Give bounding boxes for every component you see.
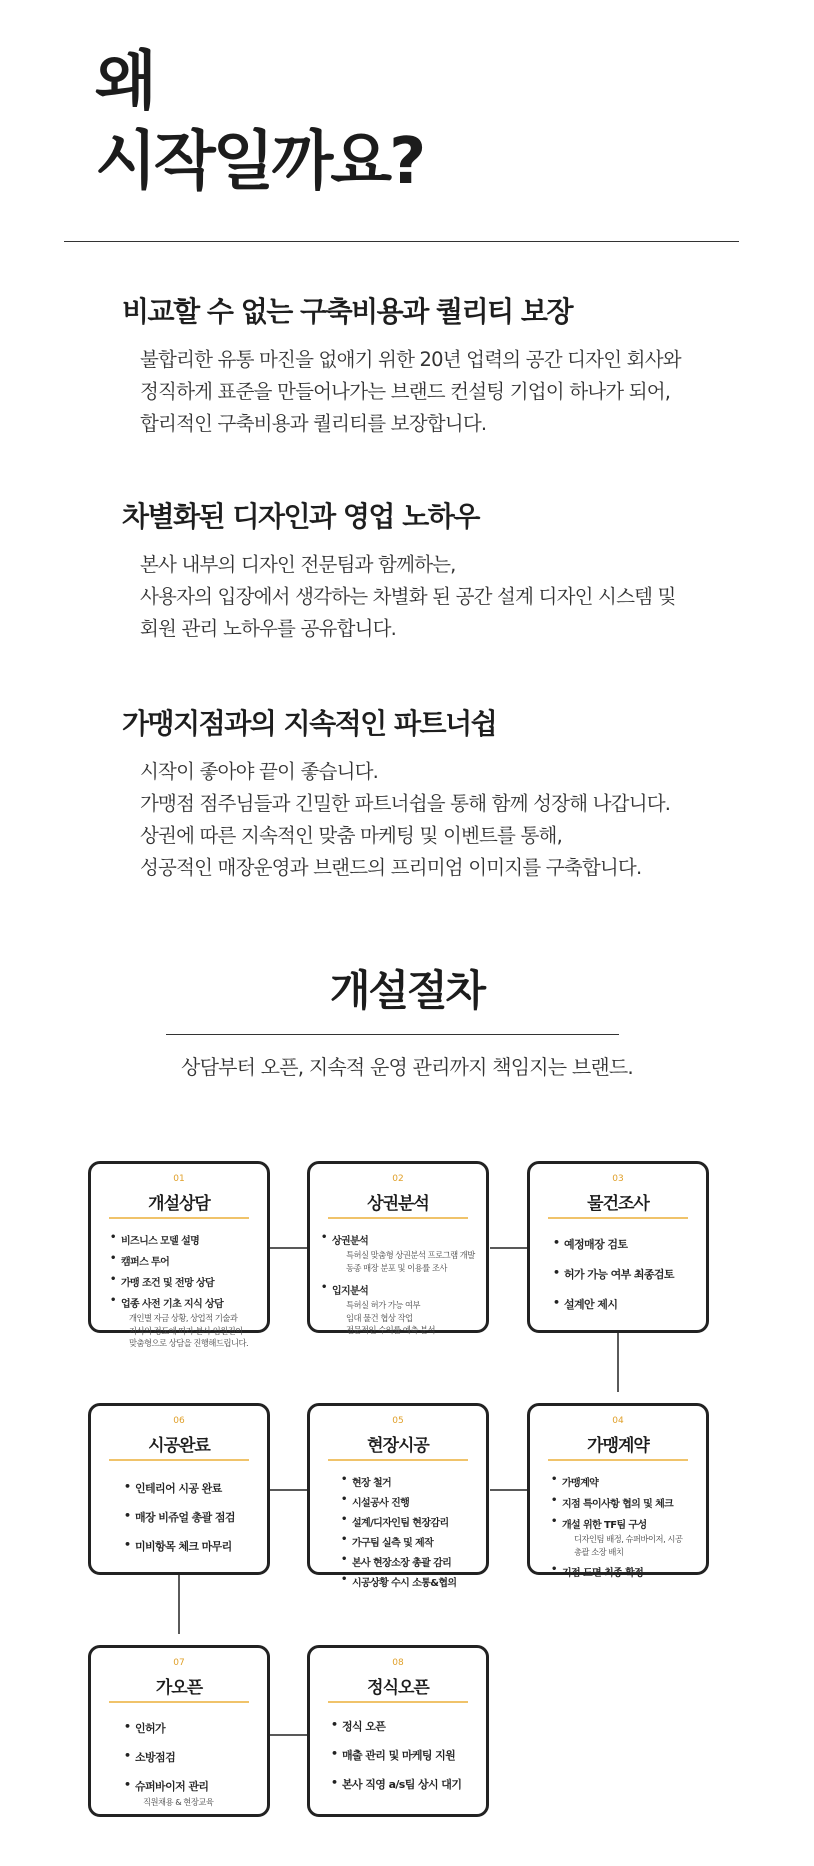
step-item-note <box>129 1312 267 1350</box>
section-heading: 차별화된 디자인과 영업 노하우 <box>122 500 479 533</box>
step-item-text: 본사 현장소장 총괄 감리 <box>352 1558 452 1569</box>
section-line: 성공적인 매장운영과 브랜드의 프리미엄 이미지를 구축합니다. <box>140 856 642 879</box>
step-item-text: 상권분석 <box>332 1236 369 1247</box>
step-item <box>352 1554 486 1569</box>
step-item-text: 지점 특이사항 협의 및 체크 <box>562 1499 674 1510</box>
step-title-underline <box>109 1701 249 1703</box>
step-title-underline <box>548 1459 688 1461</box>
step-item-text: 허가 가능 여부 최종검토 <box>564 1268 674 1281</box>
step-item <box>352 1574 486 1589</box>
step-item-text: 가맹 조건 및 전망 상담 <box>121 1278 215 1289</box>
step-item-text: 인테리어 시공 완료 <box>135 1482 222 1495</box>
step-item <box>121 1274 267 1289</box>
step-item-text: 캠퍼스 투어 <box>121 1257 170 1268</box>
step-title-underline <box>109 1217 249 1219</box>
step-title-underline <box>548 1217 688 1219</box>
step-item-text: 설계/디자인팀 현장감리 <box>352 1518 449 1529</box>
step-item-text: 비즈니스 모델 설명 <box>121 1236 200 1247</box>
step-item <box>135 1509 267 1525</box>
step-item-text: 설계안 제시 <box>564 1298 618 1311</box>
step-title-underline <box>328 1459 468 1461</box>
section-line: 사용자의 입장에서 생각하는 차별화 된 공간 설계 디자인 시스템 및 <box>140 585 676 608</box>
step-item-note <box>346 1299 486 1337</box>
step-item <box>562 1564 706 1579</box>
process-step-card <box>527 1161 709 1333</box>
step-list <box>310 1232 486 1337</box>
step-item <box>121 1232 267 1247</box>
step-item-text: 미비항목 체크 마무리 <box>135 1540 232 1553</box>
step-title: 정식오픈 <box>367 1678 429 1698</box>
step-item <box>121 1295 267 1350</box>
step-title-underline <box>328 1701 468 1703</box>
section-line: 본사 내부의 디자인 전문팀과 함께하는, <box>140 553 456 576</box>
step-item-text: 슈퍼바이저 관리 <box>135 1780 209 1793</box>
step-item <box>562 1474 706 1489</box>
note-line: 특허실 허가 가능 여부 <box>346 1300 421 1310</box>
step-item <box>332 1282 486 1337</box>
step-item-text: 정식 오픈 <box>342 1720 386 1733</box>
step-item-text: 예정매장 검토 <box>564 1238 628 1251</box>
note-line: 전문적인 수익률 예측 분석 <box>346 1325 436 1335</box>
step-item-text: 업종 사전 기초 지식 상담 <box>121 1299 224 1310</box>
process-step-card <box>88 1645 270 1817</box>
step-item <box>562 1495 706 1510</box>
step-list <box>310 1474 486 1589</box>
step-item <box>135 1720 267 1736</box>
step-title-underline <box>109 1459 249 1461</box>
step-list <box>91 1480 267 1554</box>
note-line: 특허실 맞춤형 상권분석 프로그램 개발 <box>346 1250 475 1260</box>
step-item-text: 개설 위한 TF팀 구성 <box>562 1520 647 1531</box>
section-heading: 가맹지점과의 지속적인 파트너쉽 <box>122 707 497 740</box>
section-line: 정직하게 표준을 만들어나가는 브랜드 컨설팅 기업이 하나가 되어, <box>140 380 671 403</box>
hero-title-line1: 왜 <box>95 45 154 119</box>
step-title-underline <box>328 1217 468 1219</box>
step-item <box>352 1514 486 1529</box>
note-line: 지식의 정도에 따라 본사 임원진이 <box>129 1325 243 1336</box>
step-title: 가오픈 <box>155 1678 203 1698</box>
step-list <box>530 1236 706 1312</box>
process-step-card <box>88 1161 270 1348</box>
step-list <box>310 1718 486 1792</box>
step-number: 06 <box>173 1416 185 1426</box>
hero-title-line2: 시작일까요? <box>95 125 424 199</box>
step-item-text: 가맹계약 <box>562 1478 599 1489</box>
step-item-text: 지점 도면 최종 확정 <box>562 1568 644 1579</box>
step-item-note <box>574 1533 706 1558</box>
step-title: 현장시공 <box>367 1436 429 1456</box>
step-item-text: 매장 비쥬얼 총괄 점검 <box>135 1511 235 1524</box>
note-line: 디자인팀 배정, 슈퍼바이저, 시공 <box>574 1534 683 1544</box>
step-item-text: 시공상황 수시 소통&협의 <box>352 1578 457 1589</box>
step-item-text: 시설공사 진행 <box>352 1498 410 1509</box>
step-item <box>342 1718 486 1734</box>
step-item-text: 소방점검 <box>135 1751 176 1764</box>
step-title: 물건조사 <box>587 1194 649 1214</box>
step-item <box>564 1296 706 1312</box>
note-line: 동종 매장 분포 및 이용률 조사 <box>346 1262 447 1273</box>
process-step-card <box>307 1645 489 1817</box>
section-line: 가맹점 점주님들과 긴밀한 파트너쉽을 통해 함께 성장해 나갑니다. <box>140 792 671 815</box>
step-item <box>342 1747 486 1763</box>
section-heading: 비교할 수 없는 구축비용과 퀄리티 보장 <box>122 295 573 328</box>
note-line: 총괄 소장 배치 <box>574 1546 624 1557</box>
step-item <box>564 1266 706 1282</box>
step-item-text: 입지분석 <box>332 1286 369 1297</box>
step-list <box>530 1474 706 1579</box>
process-step-card <box>88 1403 270 1575</box>
step-item-text: 현장 철거 <box>352 1478 392 1489</box>
step-item <box>352 1494 486 1509</box>
step-title: 상권분석 <box>367 1194 429 1214</box>
process-title: 개설절차 <box>329 966 485 1015</box>
step-item <box>121 1253 267 1268</box>
step-number: 08 <box>392 1658 404 1668</box>
section-line: 시작이 좋아야 끝이 좋습니다. <box>140 760 379 783</box>
step-item <box>352 1474 486 1489</box>
process-subtitle: 상담부터 오픈, 지속적 운영 관리까지 책임지는 브랜드. <box>181 1055 633 1079</box>
process-step-card <box>307 1403 489 1589</box>
step-item <box>564 1236 706 1252</box>
process-step-card <box>527 1403 709 1579</box>
step-item <box>342 1776 486 1792</box>
note-line: 개인별 자금 상황, 상업적 기술과 <box>129 1313 238 1323</box>
step-item <box>135 1538 267 1554</box>
section-line: 회원 관리 노하우를 공유합니다. <box>140 617 397 640</box>
step-item-text: 매출 관리 및 마케팅 지원 <box>342 1749 456 1762</box>
step-item <box>135 1480 267 1496</box>
process-step-card <box>307 1161 489 1333</box>
step-number: 07 <box>173 1658 185 1668</box>
step-number: 05 <box>392 1416 404 1426</box>
step-item <box>135 1778 267 1809</box>
note-line: 직원채용 & 현장교육 <box>143 1797 214 1807</box>
step-item-text: 가구팀 실측 및 제작 <box>352 1538 434 1549</box>
step-number: 03 <box>612 1174 624 1184</box>
step-list <box>91 1720 267 1809</box>
section-line: 합리적인 구축비용과 퀄리티를 보장합니다. <box>140 412 487 435</box>
step-item-note <box>143 1796 267 1809</box>
step-item <box>562 1516 706 1558</box>
step-item <box>352 1534 486 1549</box>
section-line: 상권에 따른 지속적인 맞춤 마케팅 및 이벤트를 통해, <box>140 824 562 847</box>
step-item-text: 인허가 <box>135 1722 166 1735</box>
step-number: 01 <box>173 1174 185 1184</box>
step-list <box>91 1232 267 1350</box>
section-line: 불합리한 유통 마진을 없애기 위한 20년 업력의 공간 디자인 회사와 <box>140 348 681 371</box>
step-title: 가맹계약 <box>587 1436 649 1456</box>
step-title: 시공완료 <box>148 1436 210 1456</box>
note-line: 임대 물건 협상 작업 <box>346 1312 413 1323</box>
step-item-note <box>346 1249 486 1274</box>
step-item <box>135 1749 267 1765</box>
step-item <box>332 1232 486 1274</box>
step-number: 04 <box>612 1416 624 1426</box>
step-item-text: 본사 직영 a/s팀 상시 대기 <box>342 1778 462 1791</box>
step-number: 02 <box>392 1174 404 1184</box>
step-title: 개설상담 <box>148 1194 210 1214</box>
note-line: 맞춤형으로 상담을 진행해드립니다. <box>129 1338 249 1348</box>
